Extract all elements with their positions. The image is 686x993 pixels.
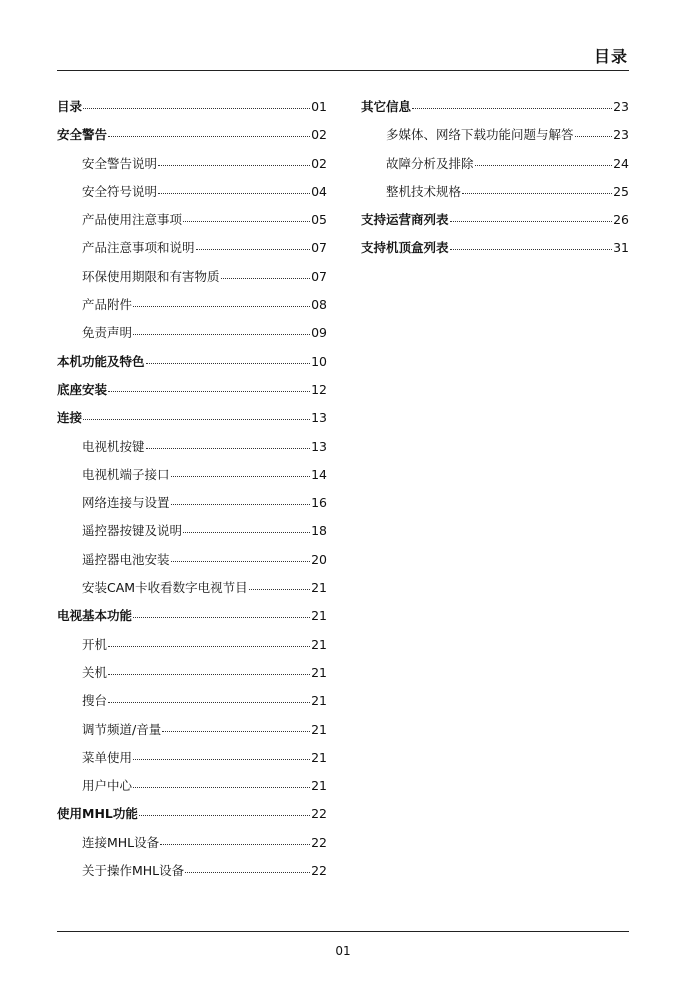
dot-leader — [133, 603, 310, 618]
page-title: 目录 — [593, 47, 628, 66]
toc-entry-page: 21 — [311, 749, 327, 765]
toc-subsection-entry[interactable] — [57, 234, 327, 262]
toc-entry-page: 16 — [311, 495, 327, 511]
toc-entry-page: 25 — [613, 183, 629, 199]
toc-entry-page: 20 — [311, 551, 327, 567]
toc-subsection-entry[interactable] — [57, 433, 327, 461]
toc-entry-title: 故障分析及排除 — [386, 155, 474, 171]
toc-subsection-entry[interactable] — [57, 659, 327, 687]
toc-subsection-entry[interactable] — [57, 631, 327, 659]
dot-leader — [171, 547, 311, 562]
dot-leader — [108, 660, 310, 675]
dot-leader — [412, 94, 612, 109]
toc-entry-page: 13 — [311, 438, 327, 454]
dot-leader — [171, 462, 311, 477]
toc-section-entry[interactable] — [361, 234, 629, 262]
toc-entry-title: 遥控器电池安装 — [82, 551, 170, 567]
toc-section-entry[interactable] — [361, 206, 629, 234]
toc-section-entry[interactable] — [57, 800, 327, 828]
toc-entry-title: 底座安装 — [57, 381, 108, 397]
dot-leader — [575, 122, 613, 137]
dot-leader — [146, 434, 311, 449]
dot-leader — [162, 717, 310, 732]
page-number: 01 — [335, 944, 351, 958]
dot-leader — [183, 518, 310, 533]
toc-subsection-entry[interactable] — [57, 744, 327, 772]
toc-section-entry[interactable] — [57, 121, 327, 149]
toc-entry-page: 01 — [311, 99, 327, 114]
toc-subsection-entry[interactable] — [361, 121, 629, 149]
toc-entry-page: 22 — [311, 863, 327, 879]
toc-entry-page: 08 — [311, 297, 327, 313]
toc-entry-title: 用户中心 — [82, 778, 133, 794]
toc-entry-page: 07 — [311, 240, 327, 256]
toc-entry-title: 网络连接与设置 — [82, 495, 170, 511]
toc-entry-title: 菜单使用 — [82, 749, 133, 765]
toc-entry-title: 连接MHL设备 — [82, 834, 160, 850]
toc-entry-title: 目录 — [57, 99, 83, 114]
toc-subsection-entry[interactable] — [57, 517, 327, 545]
toc-entry-title: 搜台 — [82, 693, 108, 709]
toc-subsection-entry[interactable] — [57, 716, 327, 744]
dot-leader — [450, 235, 613, 250]
header-divider — [57, 70, 629, 71]
toc-entry-title: 电视机端子接口 — [82, 466, 170, 482]
toc-entry-title: 支持运营商列表 — [361, 212, 449, 228]
toc-entry-page: 18 — [311, 523, 327, 539]
toc-entry-title: 关于操作MHL设备 — [82, 863, 185, 879]
toc-entry-title: 整机技术规格 — [386, 183, 462, 199]
dot-leader — [83, 405, 310, 420]
dot-leader — [108, 377, 310, 392]
dot-leader — [139, 801, 310, 816]
toc-entry-title: 产品附件 — [82, 297, 133, 313]
toc-entry-page: 21 — [311, 608, 327, 624]
toc-entry-title: 遥控器按键及说明 — [82, 523, 183, 539]
toc-subsection-entry[interactable] — [57, 206, 327, 234]
toc-entry-page: 21 — [311, 721, 327, 737]
toc-entry-page: 26 — [613, 212, 629, 228]
toc-entry-page: 23 — [613, 99, 629, 114]
toc-entry-title: 免责声明 — [82, 325, 133, 341]
dot-leader — [475, 151, 613, 166]
toc-entry-page: 09 — [311, 325, 327, 341]
dot-leader — [133, 745, 310, 760]
toc-entry-title: 环保使用期限和有害物质 — [82, 268, 220, 284]
toc-subsection-entry[interactable] — [57, 319, 327, 347]
dot-leader — [108, 632, 310, 647]
dot-leader — [158, 151, 310, 166]
toc-entry-title: 安装CAM卡收看数字电视节目 — [82, 580, 248, 596]
dot-leader — [83, 94, 310, 109]
toc-entry-page: 02 — [311, 155, 327, 171]
toc-entry-page: 14 — [311, 466, 327, 482]
dot-leader — [185, 858, 310, 873]
toc-entry-title: 连接 — [57, 410, 83, 426]
toc-subsection-entry[interactable] — [57, 546, 327, 574]
dot-leader — [133, 320, 310, 335]
toc-entry-title: 安全符号说明 — [82, 183, 158, 199]
toc-subsection-entry[interactable] — [57, 150, 327, 178]
toc-entry-title: 本机功能及特色 — [57, 353, 145, 369]
dot-leader — [133, 292, 310, 307]
toc-entry-page: 21 — [311, 636, 327, 652]
toc-entry-page: 07 — [311, 268, 327, 284]
toc-entry-page: 31 — [613, 240, 629, 256]
dot-leader — [146, 349, 311, 364]
toc-subsection-entry[interactable] — [57, 829, 327, 857]
dot-leader — [196, 235, 311, 250]
footer-divider — [57, 931, 629, 932]
toc-entry-page: 24 — [613, 155, 629, 171]
toc-entry-title: 调节频道/音量 — [82, 721, 162, 737]
toc-subsection-entry[interactable] — [57, 263, 327, 291]
toc-entry-title: 其它信息 — [361, 99, 412, 114]
toc-column-right — [361, 93, 629, 263]
toc-entry-title: 使用MHL功能 — [57, 806, 138, 822]
dot-leader — [108, 688, 310, 703]
toc-entry-title: 关机 — [82, 664, 108, 680]
toc-entry-page: 22 — [311, 834, 327, 850]
toc-entry-page: 02 — [311, 127, 327, 143]
toc-section-entry[interactable] — [57, 93, 327, 121]
toc-entry-title: 产品注意事项和说明 — [82, 240, 195, 256]
toc-entry-title: 电视机按键 — [82, 438, 145, 454]
toc-subsection-entry[interactable] — [57, 178, 327, 206]
toc-subsection-entry[interactable] — [57, 857, 327, 885]
toc-subsection-entry[interactable] — [57, 574, 327, 602]
dot-leader — [221, 264, 311, 279]
toc-subsection-entry[interactable] — [361, 178, 629, 206]
toc-entry-page: 21 — [311, 664, 327, 680]
toc-subsection-entry[interactable] — [361, 150, 629, 178]
dot-leader — [450, 207, 613, 222]
toc-column-left — [57, 93, 327, 885]
toc-section-entry[interactable] — [57, 602, 327, 630]
toc-subsection-entry[interactable] — [57, 687, 327, 715]
toc-entry-page: 10 — [311, 353, 327, 369]
toc-subsection-entry[interactable] — [57, 772, 327, 800]
toc-entry-page: 04 — [311, 183, 327, 199]
toc-entry-page: 22 — [311, 806, 327, 822]
toc-entry-title: 开机 — [82, 636, 108, 652]
toc-entry-title: 产品使用注意事项 — [82, 212, 183, 228]
dot-leader — [171, 490, 311, 505]
dot-leader — [462, 179, 612, 194]
toc-subsection-entry[interactable] — [57, 489, 327, 517]
toc-entry-page: 21 — [311, 778, 327, 794]
dot-leader — [158, 179, 310, 194]
toc-entry-page: 23 — [613, 127, 629, 143]
toc-entry-title: 支持机顶盒列表 — [361, 240, 449, 256]
toc-entry-title: 安全警告 — [57, 127, 108, 143]
toc-subsection-entry[interactable] — [57, 461, 327, 489]
dot-leader — [183, 207, 310, 222]
toc-entry-page: 21 — [311, 693, 327, 709]
toc-subsection-entry[interactable] — [57, 291, 327, 319]
dot-leader — [133, 773, 310, 788]
dot-leader — [108, 122, 310, 137]
toc-section-entry[interactable] — [361, 93, 629, 121]
toc-entry-page: 12 — [311, 381, 327, 397]
toc-entry-page: 13 — [311, 410, 327, 426]
dot-leader — [249, 575, 311, 590]
toc-entry-page: 21 — [311, 580, 327, 596]
toc-section-entry[interactable] — [57, 376, 327, 404]
toc-entry-page: 05 — [311, 212, 327, 228]
toc-entry-title: 安全警告说明 — [82, 155, 158, 171]
toc-entry-title: 电视基本功能 — [57, 608, 133, 624]
toc-section-entry[interactable] — [57, 348, 327, 376]
toc-section-entry[interactable] — [57, 404, 327, 432]
toc-entry-title: 多媒体、网络下载功能问题与解答 — [386, 127, 574, 143]
dot-leader — [160, 830, 310, 845]
